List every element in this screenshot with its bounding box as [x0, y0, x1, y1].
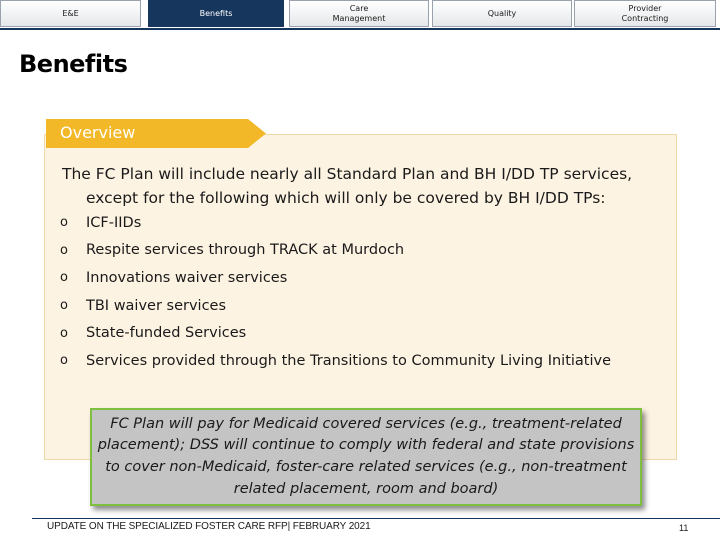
bullet-marker-icon: o	[60, 215, 68, 231]
overview-intro	[62, 162, 670, 210]
list-item	[60, 264, 670, 292]
callout-line-4: related placement, room and board)	[233, 480, 499, 497]
list-item-text: Innovations waiver services	[86, 269, 288, 286]
list-item-text: State-funded Services	[86, 325, 247, 342]
bullet-marker-icon: o	[60, 242, 68, 258]
list-item-text: ICF-IIDs	[86, 214, 142, 231]
list-item-text: TBI waiver services	[86, 297, 227, 314]
callout-line-3: to cover non-Medicaid, foster-care related services (e.g., non-treatment	[105, 459, 627, 475]
tab-provider-contracting[interactable]	[574, 0, 716, 27]
top-nav	[0, 0, 720, 30]
bullet-marker-icon: o	[60, 353, 68, 369]
callout-box	[90, 408, 642, 506]
nav-divider	[0, 28, 720, 30]
overview-intro-line-1: The FC Plan will include nearly all Standard Plan and BH I/DD TP services,	[62, 165, 633, 183]
overview-label: Overview	[60, 123, 136, 142]
callout-line-2: placement); DSS will continue to comply with federal and state provisions	[97, 437, 635, 454]
page-number: 11	[679, 523, 689, 533]
tab-quality[interactable]	[432, 0, 572, 27]
callout-line-1: FC Plan will pay for Medicaid covered services (e.g., treatment-related	[110, 415, 622, 432]
list-item	[60, 237, 670, 265]
footer-divider	[32, 518, 720, 519]
list-item	[60, 209, 670, 237]
tab-quality-label: Quality	[487, 8, 517, 18]
bullet-marker-icon: o	[60, 325, 68, 341]
list-item-text: Services provided through the Transitions to Community Living Initiative	[86, 352, 612, 369]
overview-intro-line-2: except for the following which will only be covered by BH I/DD TPs:	[86, 189, 606, 207]
list-item	[60, 347, 670, 375]
excluded-services-list	[60, 209, 670, 375]
tab-care-management[interactable]	[289, 0, 429, 27]
tab-care-management-label: Care Management	[332, 3, 386, 23]
list-item	[60, 319, 670, 347]
list-item-text: Respite services through TRACK at Murdoch	[86, 242, 405, 259]
list-item	[60, 292, 670, 320]
tab-ee-label: E&E	[62, 8, 79, 18]
page-title: Benefits	[19, 50, 128, 78]
tab-benefits[interactable]	[148, 0, 284, 27]
bullet-marker-icon: o	[60, 298, 68, 314]
footer-text: UPDATE ON THE SPECIALIZED FOSTER CARE RFP| FEBRUARY 2021	[47, 521, 371, 532]
tab-provider-contracting-label: Provider Contracting	[621, 3, 669, 23]
callout-text	[98, 414, 635, 500]
bullet-marker-icon: o	[60, 270, 68, 286]
tab-ee[interactable]	[0, 0, 141, 27]
tab-benefits-label: Benefits	[199, 8, 233, 18]
